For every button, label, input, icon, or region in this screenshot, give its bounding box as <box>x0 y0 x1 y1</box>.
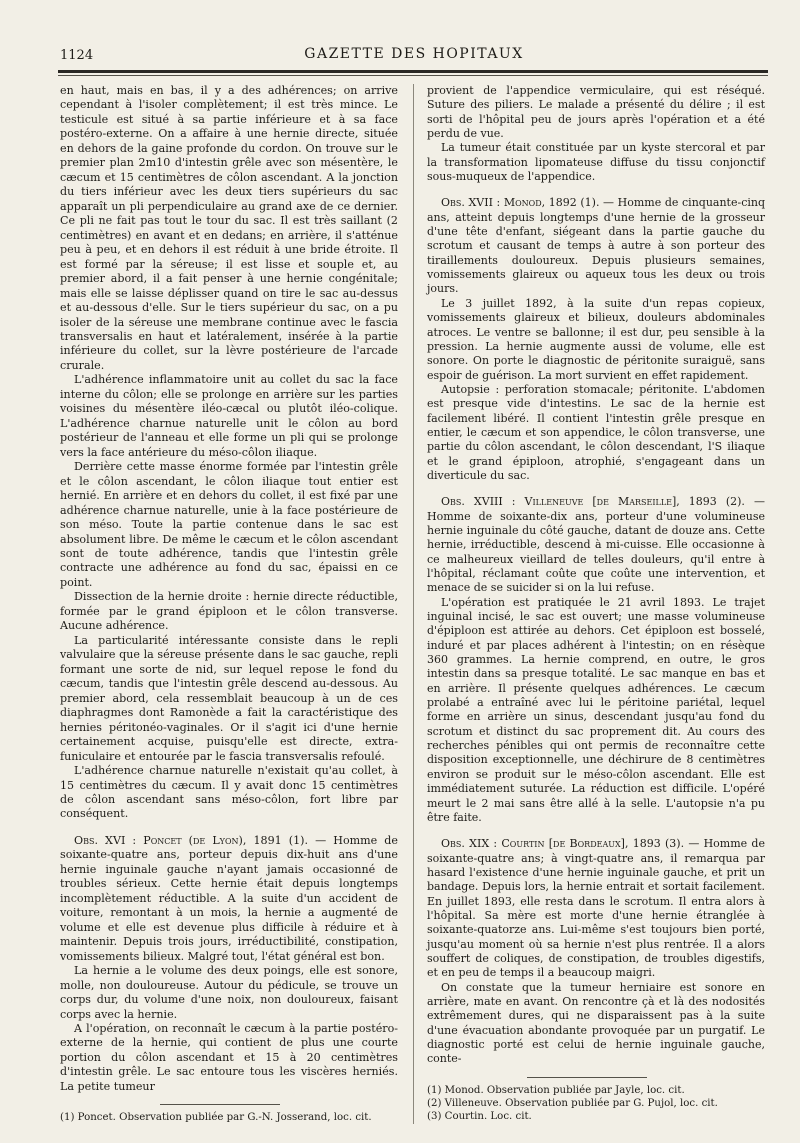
left-column <box>60 84 398 1124</box>
paragraph: La hernie a le volume des deux poings, elle est sonore, molle, non douloureuse. Autour du pédicule, se trouve un corps dur, du volume d'une noix, non douloureux, faisant corps avec la hernie. <box>60 964 398 1021</box>
paragraph: La particularité intéressante consiste dans le repli valvulaire que la séreuse présente dans le sac gauche, repli formant une sorte de nid, sur lequel repose le fond du cæcum, tandis que l'intestin grêle descend au-dessous. Au premier abord, cela ressemblait beaucoup à un de ces diaphragmes dont Ramonède a fait la caractéristique des hernies péritonéo-vaginales. Or il s'agit ici d'une hernie certainement acquise, puisqu'elle est directe, extra-funiculaire et entourée par le fascia transversalis refoulé. <box>60 633 398 763</box>
header-rule-thick <box>58 70 768 73</box>
observation-heading: Obs. XVI : Poncet (de Lyon), 1891 (1). <box>74 833 309 847</box>
footnote: (2) Villeneuve. Observation publiée par G. Pujol, loc. cit. <box>427 1097 718 1109</box>
observation-text: — Homme de cinquante-cinq ans, atteint depuis longtemps d'une hernie de la grosseur d'une tête d'enfant, siégeant dans la partie gauche du scrotum et causant de temps à autre à son porteur des tiraillements douloureux. Depuis plusieurs semaines, vomissements glaireux ou aqueux tous les deux ou trois jours. <box>427 196 765 296</box>
paragraph: La tumeur était constituée par un kyste stercoral et par la transformation lipomateuse diffuse du tissu conjonctif sous-muqueux de l'appendice. <box>427 141 765 184</box>
paragraph: Le 3 juillet 1892, à la suite d'un repas copieux, vomissements glaireux et bilieux, douleurs abdominales atroces. Le ventre se ballonne; il est dur, peu sensible à la pression. La hernie augmente aussi de volume, elle est sonore. On porte le diagnostic de péritonite suraiguë, sans espoir de guérison. La mort survient en effet rapidement. <box>427 296 765 382</box>
page-number: 1124 <box>60 48 94 63</box>
running-title: GAZETTE DES HOPITAUX <box>304 46 524 62</box>
paragraph: Autopsie : perforation stomacale; péritonite. L'abdomen est presque vide d'intestins. Le sac de la hernie est facilement libéré. Il contient l'intestin grêle presque en entier, le cæcum et son appendice, le côlon transverse, une partie du côlon ascendant, le côlon descendant, l'S iliaque et le grand épiploon, atrophié, s'engageant dans un diverticule du sac. <box>427 382 765 482</box>
observation-text: — Homme de soixante-dix ans, porteur d'une volumineuse hernie inguinale du côté gauche, datant de douze ans. Cette hernie, irréductible, descend à mi-cuisse. Elle occasionne à ce malheureux vieillard de telles douleurs, qu'il entre à l'hôpital, réclamant coûte que coûte une intervention, et menace de se suicider si on la lui refuse. <box>427 495 765 595</box>
footnote: (3) Courtin. Loc. cit. <box>427 1110 532 1122</box>
paragraph: Derrière cette masse énorme formée par l'intestin grêle et le côlon ascendant, le côlon iliaque tout entier est hernié. En arrière et en dehors du collet, il est fixé par une adhérence charnue naturelle, unie à la face postérieure de son méso. Toute la partie contenue dans le sac est absolument libre. De même le cæcum et le côlon ascendant sont de toute adhérence, tandis que l'intestin grêle contracte une adhérence au fond du sac, épaissi en ce point. <box>60 460 398 589</box>
paragraph: A l'opération, on reconnaît le cæcum à la partie postéro-externe de la hernie, qui contient de plus une courte portion du côlon ascendant et 15 à 20 centimètres d'intestin grêle. Le sac entoure tous les viscères herniés. La petite tumeur <box>60 1022 398 1093</box>
paragraph: L'opération est pratiquée le 21 avril 1893. Le trajet inguinal incisé, le sac est ouvert; une masse volumineuse d'épiploon est attirée au dehors. Cet épiploon est bosselé, induré et par places adhérent à l'intestin; on en résèque 360 grammes. La hernie comprend, en outre, le gros intestin dans sa presque totalité. Le sac manque en bas et en arrière. Il présente quelques adhérences. Le cæcum prolabé a entraîné avec lui le péritoine pariétal, lequel forme en arrière un sinus, descendant jusqu'au fond du scrotum et distinct du sac proprement dit. Au cours des recherches pénibles qui ont permis de reconnaître cette disposition exceptionnelle, une déchirure de 8 centimètres environ se produit sur le méso-côlon ascendant. Elle est immédiatement suturée. La réduction est difficile. L'opéré meurt le 2 mai sans être allé à la selle. L'autopsie n'a pu être faite. <box>427 595 765 824</box>
paragraph: On constate que la tumeur herniaire est sonore en arrière, mate en avant. On rencontre çà et là des nodosités extrêmement dures, qui ne disparaissent pas à la suite d'une évacuation abondante provoquée par un purgatif. Le diagnostic porté est celui de hernie inguinale gauche, conte- <box>427 980 765 1066</box>
footnote-rule <box>527 1077 647 1078</box>
observation-text: — Homme de soixante-quatre ans, porteur depuis dix-huit ans d'une hernie inguinale gauche n'ayant jamais occasionné de troubles sérieux. Cette hernie était depuis longtemps incomplètement réductible. A la suite d'un accident de voiture, remontant à un mois, la hernie a augmenté de volume et elle est devenue plus difficile à réduire et à maintenir. Depuis trois jours, irréductibilité, constipation, vomissements bilieux. Malgré tout, l'état général est bon. <box>60 833 398 963</box>
right-column <box>427 84 765 1123</box>
observation-19 <box>427 837 765 980</box>
footnotes <box>60 1111 398 1124</box>
observation-17 <box>427 196 765 296</box>
observation-text: — Homme de soixante-quatre ans; à vingt-quatre ans, il remarqua par hasard l'existence d'une hernie inguinale gauche, et prit un bandage. Depuis lors, la hernie entrait et sortait facilement. En juillet 1893, elle resta dans le scrotum. Il entra alors à l'hôpital. Sa mère est morte d'une hernie étranglée à soixante-quatorze ans. Lui-même s'est toujours bien porté, jusqu'au moment où sa hernie n'est plus rentrée. Il a alors souffert de coliques, de constipation, de troubles digestifs, et en peu de temps il a beaucoup maigri. <box>427 837 765 980</box>
header-rule-thin <box>58 75 768 76</box>
observation-heading: Obs. XVIII : Villeneuve [de Marseille], 1893 (2). <box>441 495 745 509</box>
paragraph: L'adhérence charnue naturelle n'existait qu'au collet, à 15 centimètres du cæcum. Il y avait donc 15 centimètres de côlon ascendant sans méso-côlon, fort libre par conséquent. <box>60 764 398 821</box>
footnotes <box>427 1084 765 1123</box>
paragraph: provient de l'appendice vermiculaire, qui est réséqué. Suture des piliers. Le malade a présenté du délire ; il est sorti de l'hôpital peu de jours après l'opération et a été perdu de vue. <box>427 84 765 141</box>
footnote-rule <box>160 1104 280 1105</box>
observation-heading: Obs. XVII : Monod, 1892 (1). <box>441 196 600 210</box>
page-header <box>60 44 768 66</box>
observation-18 <box>427 495 765 595</box>
footnote: (1) Monod. Observation publiée par Jayle, loc. cit. <box>427 1084 685 1096</box>
paragraph: L'adhérence inflammatoire unit au collet du sac la face interne du côlon; elle se prolonge en arrière sur les parties voisines du mésentère iléo-cæcal ou plutôt iléo-colique. L'adhérence charnue naturelle unit le côlon au bord postérieur de l'anneau et elle forme un pli qui se prolonge vers la face antérieure du méso-côlon iliaque. <box>60 373 398 459</box>
footnote: (1) Poncet. Observation publiée par G.-N. Josserand, loc. cit. <box>60 1112 372 1124</box>
observation-heading: Obs. XIX : Courtin [de Bordeaux], 1893 (3). <box>441 837 685 851</box>
column-divider <box>413 84 414 1124</box>
paragraph: Dissection de la hernie droite : hernie directe réductible, formée par le grand épiploon et le côlon transverse. Aucune adhérence. <box>60 590 398 633</box>
observation-16 <box>60 834 398 964</box>
paragraph: en haut, mais en bas, il y a des adhérences; on arrive cependant à l'isoler complètement; il est très mince. Le testicule est situé à sa partie inférieure et à sa face postéro-externe. On a affaire à une hernie directe, située en dehors de la gaine profonde du cordon. On trouve sur le premier plan 2m10 d'intestin grêle avec son mésentère, le cæcum et 15 centimètres de côlon ascendant. A la jonction du tiers inférieur avec les deux tiers supérieurs du sac apparaît un pli perpendiculaire au grand axe de ce dernier. Ce pli ne fait pas tout le tour du sac. Il est très saillant (2 centimètres) en avant et en dedans; en arrière, il s'atténue peu à peu, et en dehors il est réduit à une bride étroite. Il est formé par la séreuse; il est lisse et souple et, au premier abord, il a fait penser à une hernie congénitale; mais elle se laisse déplisser quand on tire le sac au-dessus et au-dessous d'elle. Sur le tiers supérieur du sac, on a pu isoler de la séreuse une membrane continue avec le fascia transversalis en haut et latéralement, insérée à la partie inférieure du collet, sur la lèvre postérieure de l'arcade crurale. <box>60 84 398 372</box>
